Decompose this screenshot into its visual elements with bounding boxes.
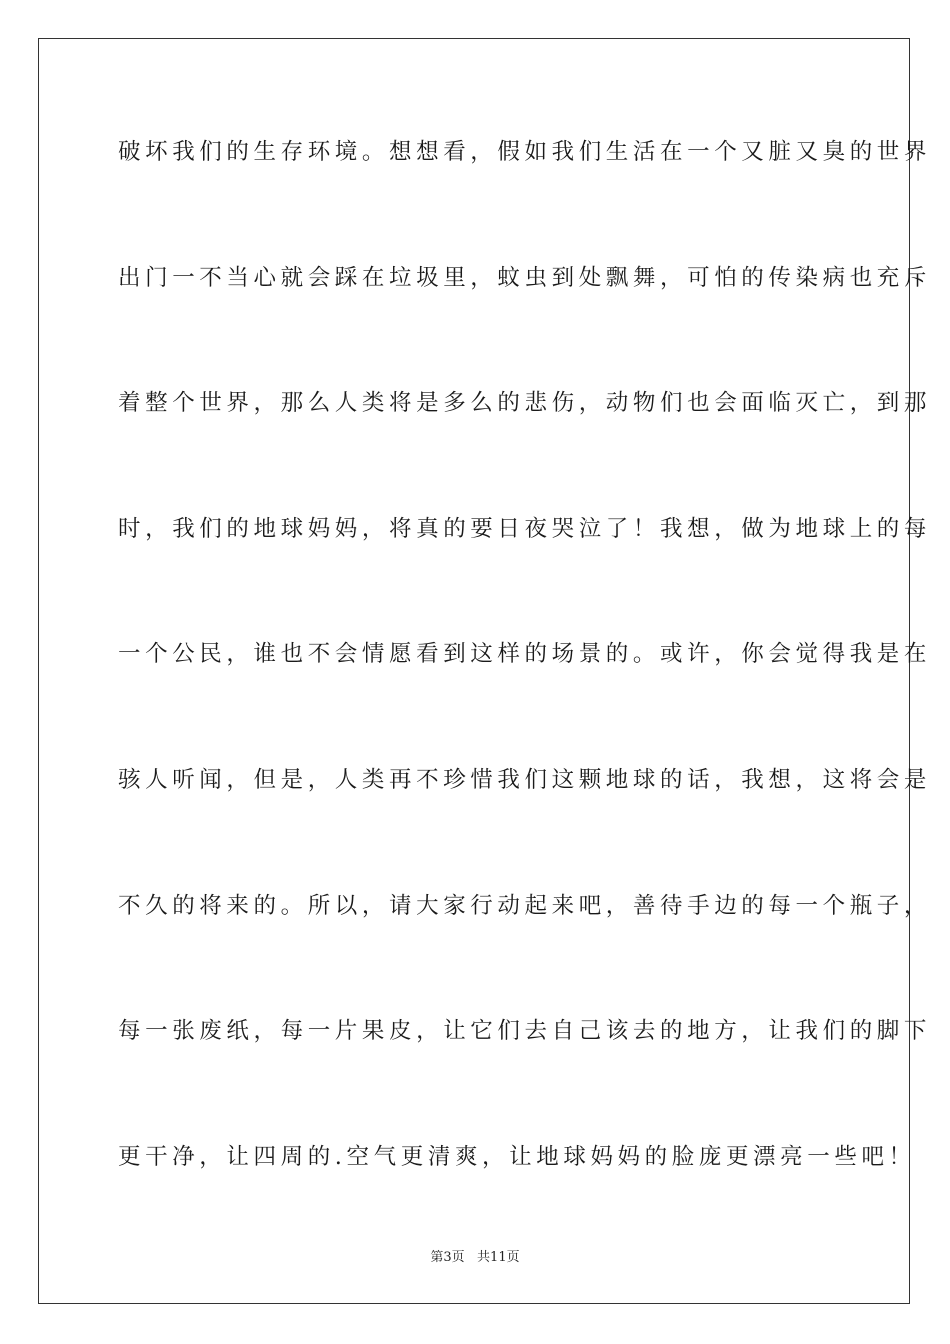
- paragraph-line: 破坏我们的生存环境。想想看，假如我们生活在一个又脏又臭的世界: [118, 139, 932, 165]
- document-body: [118, 128, 932, 1258]
- paragraph-line: 时，我们的地球妈妈，将真的要日夜哭泣了！我想，做为地球上的每: [118, 515, 932, 542]
- page-number-footer: 第3页 共11页: [430, 1250, 520, 1265]
- paragraph-line: 出门一不当心就会踩在垃圾里，蚊虫到处飘舞，可怕的传染病也充斥: [118, 264, 932, 291]
- paragraph-line: 更干净，让四周的.空气更清爽，让地球妈妈的脸庞更漂亮一些吧！: [118, 1143, 916, 1170]
- paragraph-line: 不久的将来的。所以，请大家行动起来吧，善待手边的每一个瓶子，: [118, 892, 932, 919]
- paragraph-line: 每一张废纸，每一片果皮，让它们去自己该去的地方，让我们的脚下: [118, 1018, 932, 1045]
- paragraph-line: 一个公民，谁也不会情愿看到这样的场景的。或许，你会觉得我是在: [118, 641, 932, 668]
- paragraph-line: 骇人听闻，但是，人类再不珍惜我们这颗地球的话，我想，这将会是: [118, 766, 932, 793]
- paragraph-line: 着整个世界，那么人类将是多么的悲伤，动物们也会面临灭亡，到那: [118, 390, 932, 417]
